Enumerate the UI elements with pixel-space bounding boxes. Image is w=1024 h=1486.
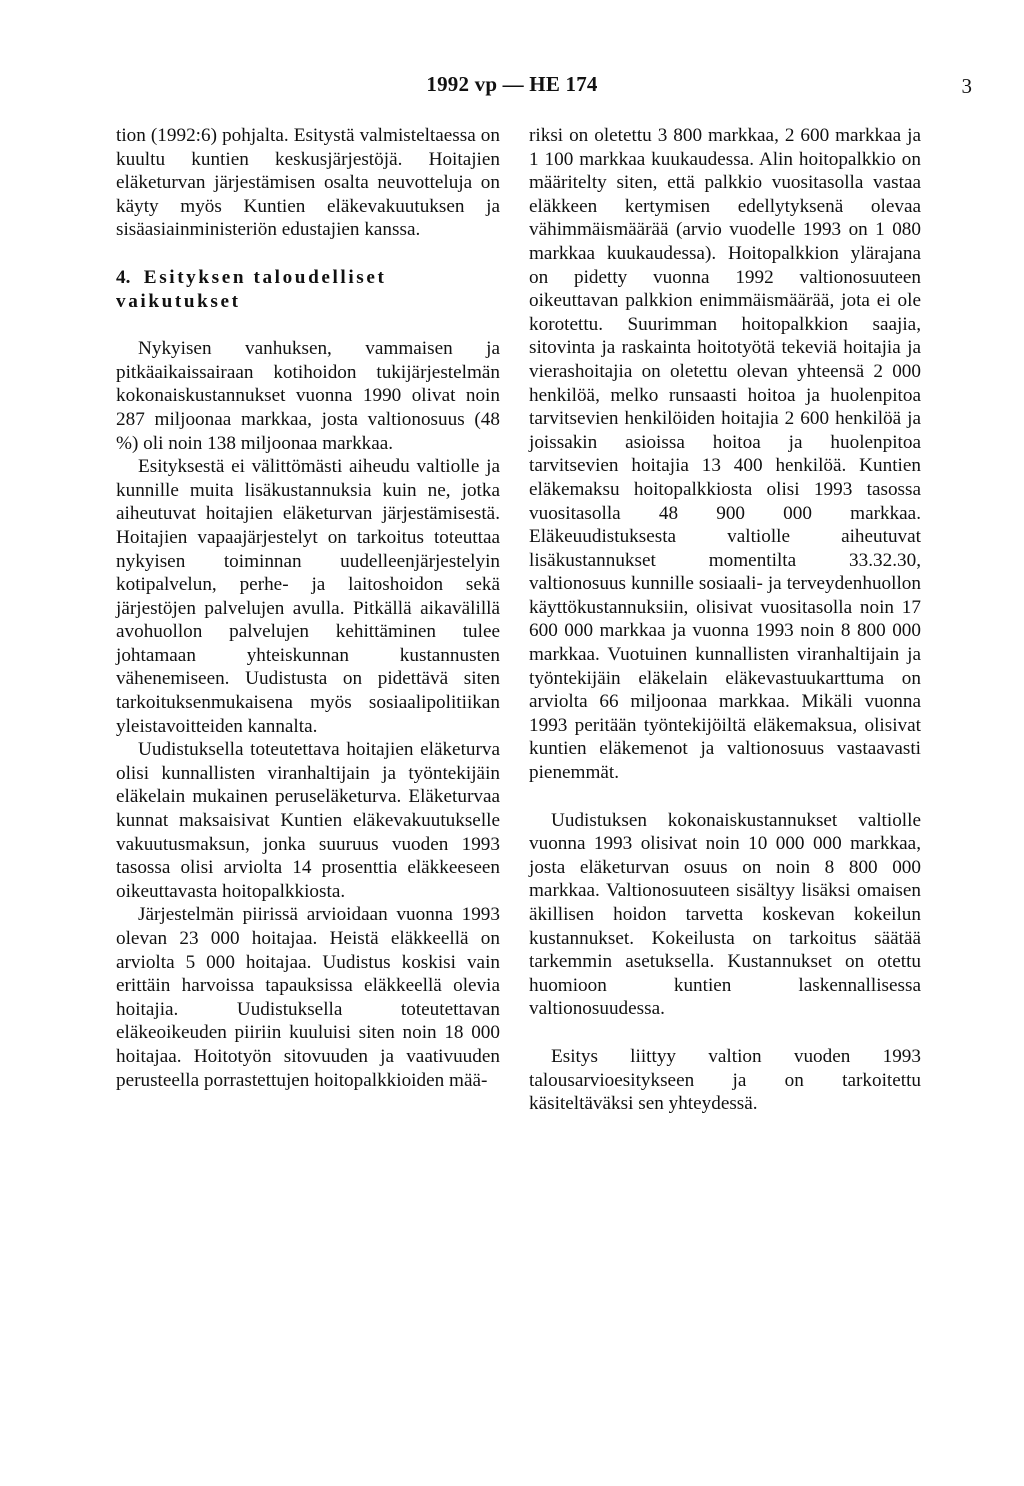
paragraph: riksi on oletettu 3 800 markkaa, 2 600 markkaa ja 1 100 markkaa kuukaudessa. Alin hoitopalkkio on määritelty siten, että palkkio vuositasolla vastaa eläkkeen kertymisen edellytyksenä olevaa vähimmäismäärää (arvio vuodelle 1993 on 1 080 markkaa kuukaudessa). Hoitopalkkion ylärajana on pidetty vuonna 1992 valtionosuuteen oikeuttavan palkkion enimmäismäärää, jota ei ole korotettu. Suurimman hoitopalkkion saajia, sitovinta ja raskainta hoitotyötä tekeviä hoitajia ja vierashoitajia on oletettu olevan yhteensä 2 000 henkilöä, melko runsaasti hoitoa ja huolenpitoa tarvitsevien henkilöiden hoitajia 2 600 henkilöä ja joissakin asioissa hoitoa ja huolenpitoa tarvitsevien hoitajia 13 400 henkilöä. Kuntien eläkemaksu hoitopalkkiosta olisi 1993 tasossa vuositasolla 48 900 000 markkaa. Eläkeuudistuksesta valtiolle aiheutuvat lisäkustannukset momentilta 33.32.30, valtionosuus kunnille sosiaali- ja terveydenhuollon käyttökustannuksiin, olisivat vuositasolla noin 17 600 000 markkaa ja vuonna 1993 noin 8 800 000 markkaa. Vuotuinen kunnallisten viranhaltijain ja työntekijäin eläkelain eläkevastuukarttuma on arviolta 66 miljoonaa markkaa. Mikäli vuonna 1993 peritään työntekijöiltä eläkemaksua, olisivat kuntien eläkemenot ja valtionosuus vastaavasti pienemmät. [529, 125, 921, 784]
left-column [116, 124, 500, 1092]
paragraph: tion (1992:6) pohjalta. Esitystä valmisteltaessa on kuultu kuntien keskusjärjestöjä. Hoitajien eläketurvan järjestämisen osalta neuvotteluja on käyty myös Kuntien eläkevakuutuksen ja sisäasiainministeriön edustajien kanssa. [116, 125, 500, 241]
section-heading [116, 266, 500, 313]
paragraph: Nykyisen vanhuksen, vammaisen ja pitkäaikaissairaan kotihoidon tukijärjestelmän kokonaiskustannukset vuonna 1990 olivat noin 287 miljoonaa markkaa, josta valtionosuus (48 %) oli noin 138 miljoonaa markkaa. [116, 338, 500, 454]
paragraph: Järjestelmän piirissä arvioidaan vuonna 1993 olevan 23 000 hoitajaa. Heistä eläkkeellä on arviolta 5 000 hoitajaa. Uudistus koskisi vain erittäin harvoissa tapauksissa eläkkeellä olevia hoitajia. Uudistuksella toteutettavan eläkeoikeuden piiriin kuuluisi siten noin 18 000 hoitajaa. Hoitotyön sitovuuden ja vaativuuden perusteella porrastettujen hoitopalkkioiden mää- [116, 904, 500, 1091]
paragraph: Esitys liittyy valtion vuoden 1993 talousarvioesitykseen ja on tarkoitettu käsiteltäväksi sen yhteydessä. [529, 1045, 921, 1115]
paragraph: Uudistuksella toteutettava hoitajien eläketurva olisi kunnallisten viranhaltijain ja työntekijäin eläkelain mukainen peruseläketurva. Eläketurvaa kunnat maksaisivat Kuntien eläkevakuutukselle vakuutusmaksun, jonka suuruus vuoden 1993 tasossa olisi arviolta 14 prosenttia eläkkeeseen oikeuttavasta hoitopalkkiosta. [116, 739, 500, 902]
section-number: 4. [116, 266, 131, 288]
section-title: Esityksen taloudelliset vaikutukset [116, 266, 387, 312]
running-head: 1992 vp — HE 174 [426, 72, 598, 96]
page-header [0, 72, 1024, 102]
page-number: 3 [961, 74, 972, 98]
paragraph: Uudistuksen kokonaiskustannukset valtiolle vuonna 1993 olisivat noin 10 000 000 markkaa, josta eläketurvan osuus on noin 8 800 000 markkaa. Valtionosuuteen sisältyy lisäksi omaisen äkillisen hoidon tarvetta koskevan kokeilun kustannukset. Kokeilusta on tarkoitus säätää tarkemmin asetuksella. Kustannukset on otettu huomioon kuntien laskennallisessa valtionosuudessa. [529, 809, 921, 1020]
right-column [529, 124, 921, 1116]
paragraph: Esityksestä ei välittömästi aiheudu valtiolle ja kunnille muita lisäkustannuksia kuin ne, jotka aiheutuvat hoitajien eläketurvan järjestämisestä. Hoitajien vapaajärjestelyt on tarkoitus toteuttaa nykyisen toiminnan uudelleenjärjestelyin kotipalvelun, perhe- ja laitoshoidon sekä järjestöjen palvelujen avulla. Pitkällä aikavälillä avohuollon palvelujen kehittäminen tulee johtamaan yhteiskunnan kustannusten vähenemiseen. Uudistusta on pidettävä siten tarkoituksenmukaisena myös sosiaalipolitiikan yleistavoitteiden kannalta. [116, 456, 500, 737]
